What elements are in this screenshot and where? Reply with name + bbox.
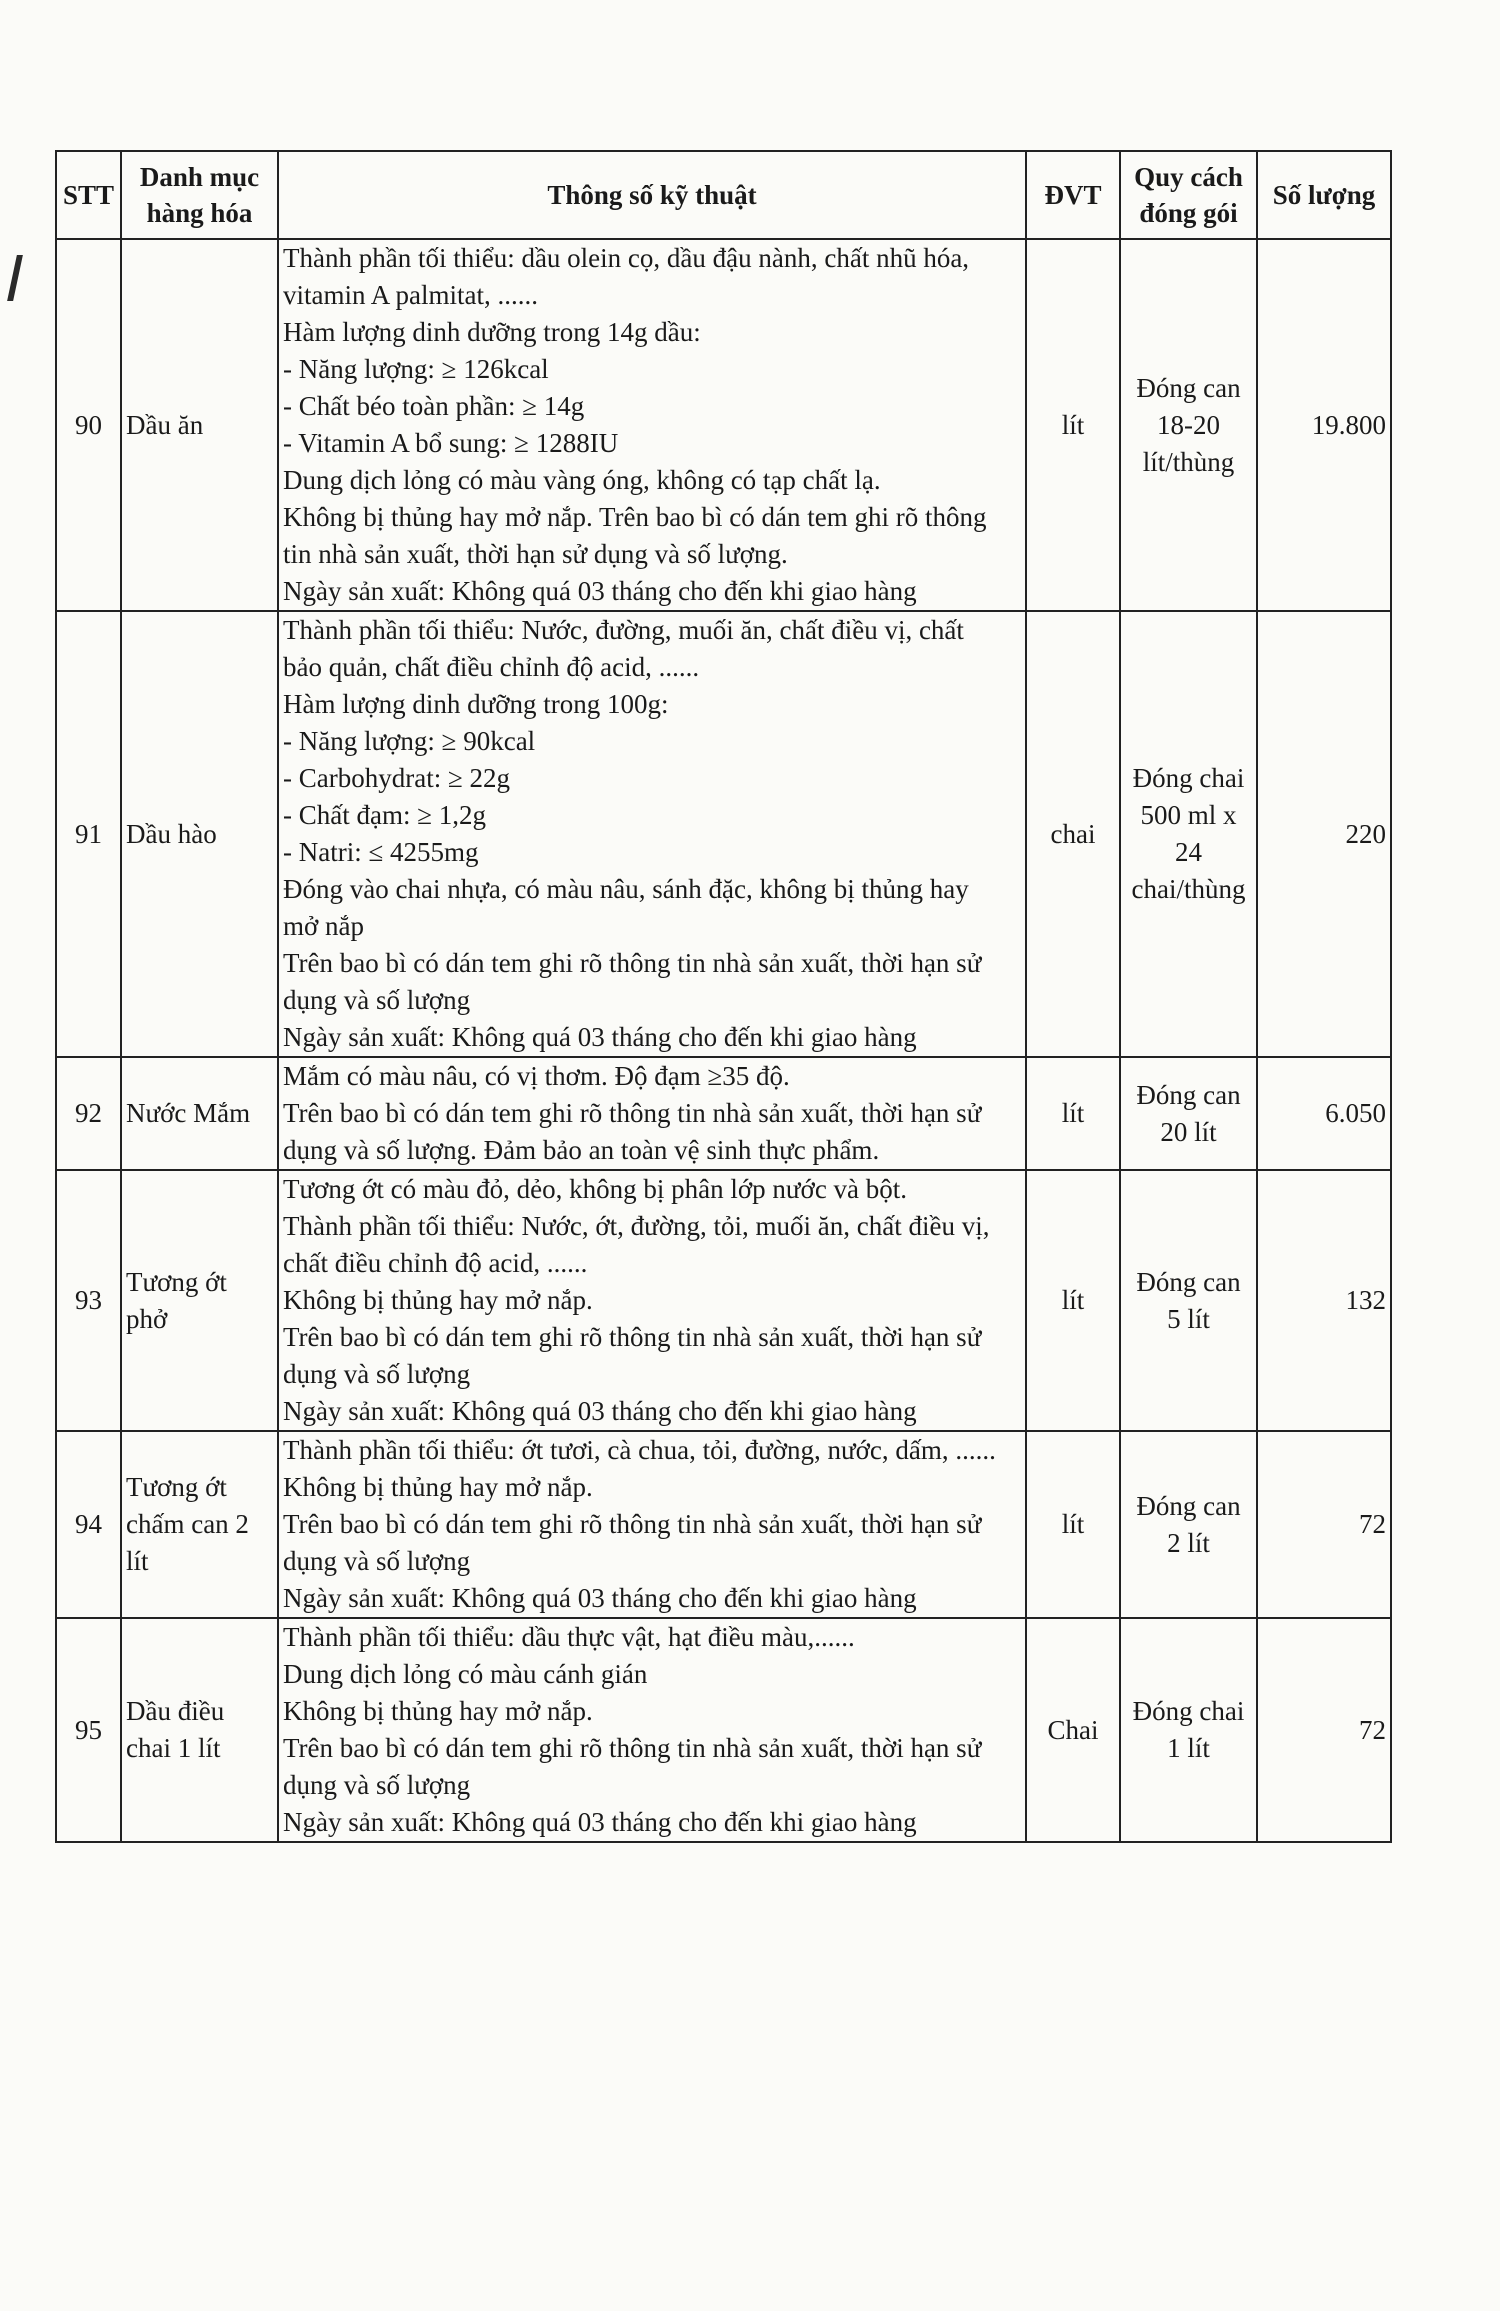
row-item-name: Dầu hào bbox=[121, 611, 278, 1057]
row-unit: lít bbox=[1026, 1170, 1120, 1431]
row-packaging: Đóng can 20 lít bbox=[1120, 1057, 1257, 1170]
row-packaging: Đóng can 18-20 lít/thùng bbox=[1120, 239, 1257, 611]
spec-line: Ngày sản xuất: Không quá 03 tháng cho đến khi giao hàng bbox=[283, 1807, 917, 1837]
row-quantity: 220 bbox=[1257, 611, 1391, 1057]
row-specification bbox=[278, 611, 1026, 1057]
header-item-name: Danh mục hàng hóa bbox=[121, 151, 278, 239]
spec-line: vitamin A palmitat, ...... bbox=[283, 280, 538, 310]
spec-line: bảo quản, chất điều chỉnh độ acid, ...... bbox=[283, 652, 700, 682]
spec-line: Không bị thủng hay mở nắp. bbox=[283, 1285, 593, 1315]
header-packaging: Quy cách đóng gói bbox=[1120, 151, 1257, 239]
row-stt: 92 bbox=[56, 1057, 121, 1170]
spec-line: Trên bao bì có dán tem ghi rõ thông tin nhà sản xuất, thời hạn sử bbox=[283, 1733, 982, 1763]
spec-line: Dung dịch lỏng có màu cánh gián bbox=[283, 1659, 648, 1689]
scan-artifact-mark bbox=[7, 255, 23, 301]
spec-line: Tương ớt có màu đỏ, dẻo, không bị phân lớp nước và bột. bbox=[283, 1174, 908, 1204]
row-packaging: Đóng chai 500 ml x 24 chai/thùng bbox=[1120, 611, 1257, 1057]
row-packaging: Đóng can 5 lít bbox=[1120, 1170, 1257, 1431]
spec-line: dụng và số lượng bbox=[283, 1546, 471, 1576]
spec-line: Thành phần tối thiểu: dầu olein cọ, dầu đậu nành, chất nhũ hóa, bbox=[283, 243, 970, 273]
spec-line: dụng và số lượng. Đảm bảo an toàn vệ sinh thực phẩm. bbox=[283, 1135, 880, 1165]
spec-line: Dung dịch lỏng có màu vàng óng, không có tạp chất lạ. bbox=[283, 465, 881, 495]
spec-line: tin nhà sản xuất, thời hạn sử dụng và số lượng. bbox=[283, 539, 788, 569]
spec-line: Thành phần tối thiểu: ớt tươi, cà chua, tỏi, đường, nước, dấm, ...... bbox=[283, 1435, 996, 1465]
row-quantity: 19.800 bbox=[1257, 239, 1391, 611]
row-quantity: 72 bbox=[1257, 1618, 1391, 1842]
row-packaging: Đóng can 2 lít bbox=[1120, 1431, 1257, 1618]
spec-line: - Năng lượng: ≥ 90kcal bbox=[283, 726, 536, 756]
header-stt: STT bbox=[56, 151, 121, 239]
spec-line: Thành phần tối thiểu: dầu thực vật, hạt điều màu,...... bbox=[283, 1622, 855, 1652]
product-spec-table bbox=[55, 150, 1392, 1843]
spec-line: Trên bao bì có dán tem ghi rõ thông tin nhà sản xuất, thời hạn sử bbox=[283, 948, 982, 978]
row-item-name: Nước Mắm bbox=[121, 1057, 278, 1170]
table-header-row bbox=[56, 151, 1391, 239]
spec-line: - Vitamin A bổ sung: ≥ 1288IU bbox=[283, 428, 619, 458]
spec-line: Ngày sản xuất: Không quá 03 tháng cho đến khi giao hàng bbox=[283, 576, 917, 606]
row-packaging: Đóng chai 1 lít bbox=[1120, 1618, 1257, 1842]
table-row bbox=[56, 239, 1391, 611]
table-row bbox=[56, 1431, 1391, 1618]
row-unit: Chai bbox=[1026, 1618, 1120, 1842]
row-specification bbox=[278, 239, 1026, 611]
row-unit: lít bbox=[1026, 1431, 1120, 1618]
spec-line: - Natri: ≤ 4255mg bbox=[283, 837, 479, 867]
row-quantity: 6.050 bbox=[1257, 1057, 1391, 1170]
row-unit: chai bbox=[1026, 611, 1120, 1057]
spec-line: - Năng lượng: ≥ 126kcal bbox=[283, 354, 549, 384]
row-stt: 91 bbox=[56, 611, 121, 1057]
spec-line: - Chất đạm: ≥ 1,2g bbox=[283, 800, 487, 830]
spec-line: - Carbohydrat: ≥ 22g bbox=[283, 763, 511, 793]
row-item-name: Dầu điều chai 1 lít bbox=[121, 1618, 278, 1842]
table-row bbox=[56, 1170, 1391, 1431]
row-item-name: Dầu ăn bbox=[121, 239, 278, 611]
header-quantity: Số lượng bbox=[1257, 151, 1391, 239]
row-stt: 95 bbox=[56, 1618, 121, 1842]
row-stt: 94 bbox=[56, 1431, 121, 1618]
table-row bbox=[56, 611, 1391, 1057]
spec-line: Không bị thủng hay mở nắp. Trên bao bì có dán tem ghi rõ thông bbox=[283, 502, 987, 532]
header-specification: Thông số kỹ thuật bbox=[278, 151, 1026, 239]
row-item-name: Tương ớt chấm can 2 lít bbox=[121, 1431, 278, 1618]
spec-line: dụng và số lượng bbox=[283, 985, 471, 1015]
spec-line: chất điều chỉnh độ acid, ...... bbox=[283, 1248, 588, 1278]
header-unit: ĐVT bbox=[1026, 151, 1120, 239]
table-row bbox=[56, 1057, 1391, 1170]
spec-line: Trên bao bì có dán tem ghi rõ thông tin nhà sản xuất, thời hạn sử bbox=[283, 1322, 982, 1352]
row-specification bbox=[278, 1057, 1026, 1170]
row-specification bbox=[278, 1618, 1026, 1842]
spec-line: Mắm có màu nâu, có vị thơm. Độ đạm ≥35 độ. bbox=[283, 1061, 790, 1091]
spec-line: Thành phần tối thiểu: Nước, đường, muối ăn, chất điều vị, chất bbox=[283, 615, 964, 645]
spec-line: Hàm lượng dinh dưỡng trong 100g: bbox=[283, 689, 669, 719]
spec-line: Không bị thủng hay mở nắp. bbox=[283, 1696, 593, 1726]
spec-line: dụng và số lượng bbox=[283, 1359, 471, 1389]
table-row bbox=[56, 1618, 1391, 1842]
spec-line: Đóng vào chai nhựa, có màu nâu, sánh đặc, không bị thủng hay bbox=[283, 874, 969, 904]
row-quantity: 132 bbox=[1257, 1170, 1391, 1431]
row-quantity: 72 bbox=[1257, 1431, 1391, 1618]
row-unit: lít bbox=[1026, 1057, 1120, 1170]
spec-line: Không bị thủng hay mở nắp. bbox=[283, 1472, 593, 1502]
spec-line: Ngày sản xuất: Không quá 03 tháng cho đến khi giao hàng bbox=[283, 1022, 917, 1052]
spec-line: mở nắp bbox=[283, 911, 365, 941]
row-stt: 90 bbox=[56, 239, 121, 611]
spec-line: Ngày sản xuất: Không quá 03 tháng cho đến khi giao hàng bbox=[283, 1396, 917, 1426]
row-unit: lít bbox=[1026, 239, 1120, 611]
row-specification bbox=[278, 1170, 1026, 1431]
row-specification bbox=[278, 1431, 1026, 1618]
row-item-name: Tương ớt phở bbox=[121, 1170, 278, 1431]
spec-line: dụng và số lượng bbox=[283, 1770, 471, 1800]
spec-line: - Chất béo toàn phần: ≥ 14g bbox=[283, 391, 585, 421]
spec-line: Ngày sản xuất: Không quá 03 tháng cho đến khi giao hàng bbox=[283, 1583, 917, 1613]
spec-line: Trên bao bì có dán tem ghi rõ thông tin nhà sản xuất, thời hạn sử bbox=[283, 1098, 982, 1128]
spec-line: Hàm lượng dinh dưỡng trong 14g dầu: bbox=[283, 317, 701, 347]
spec-line: Thành phần tối thiểu: Nước, ớt, đường, tỏi, muối ăn, chất điều vị, bbox=[283, 1211, 990, 1241]
spec-line: Trên bao bì có dán tem ghi rõ thông tin nhà sản xuất, thời hạn sử bbox=[283, 1509, 982, 1539]
row-stt: 93 bbox=[56, 1170, 121, 1431]
